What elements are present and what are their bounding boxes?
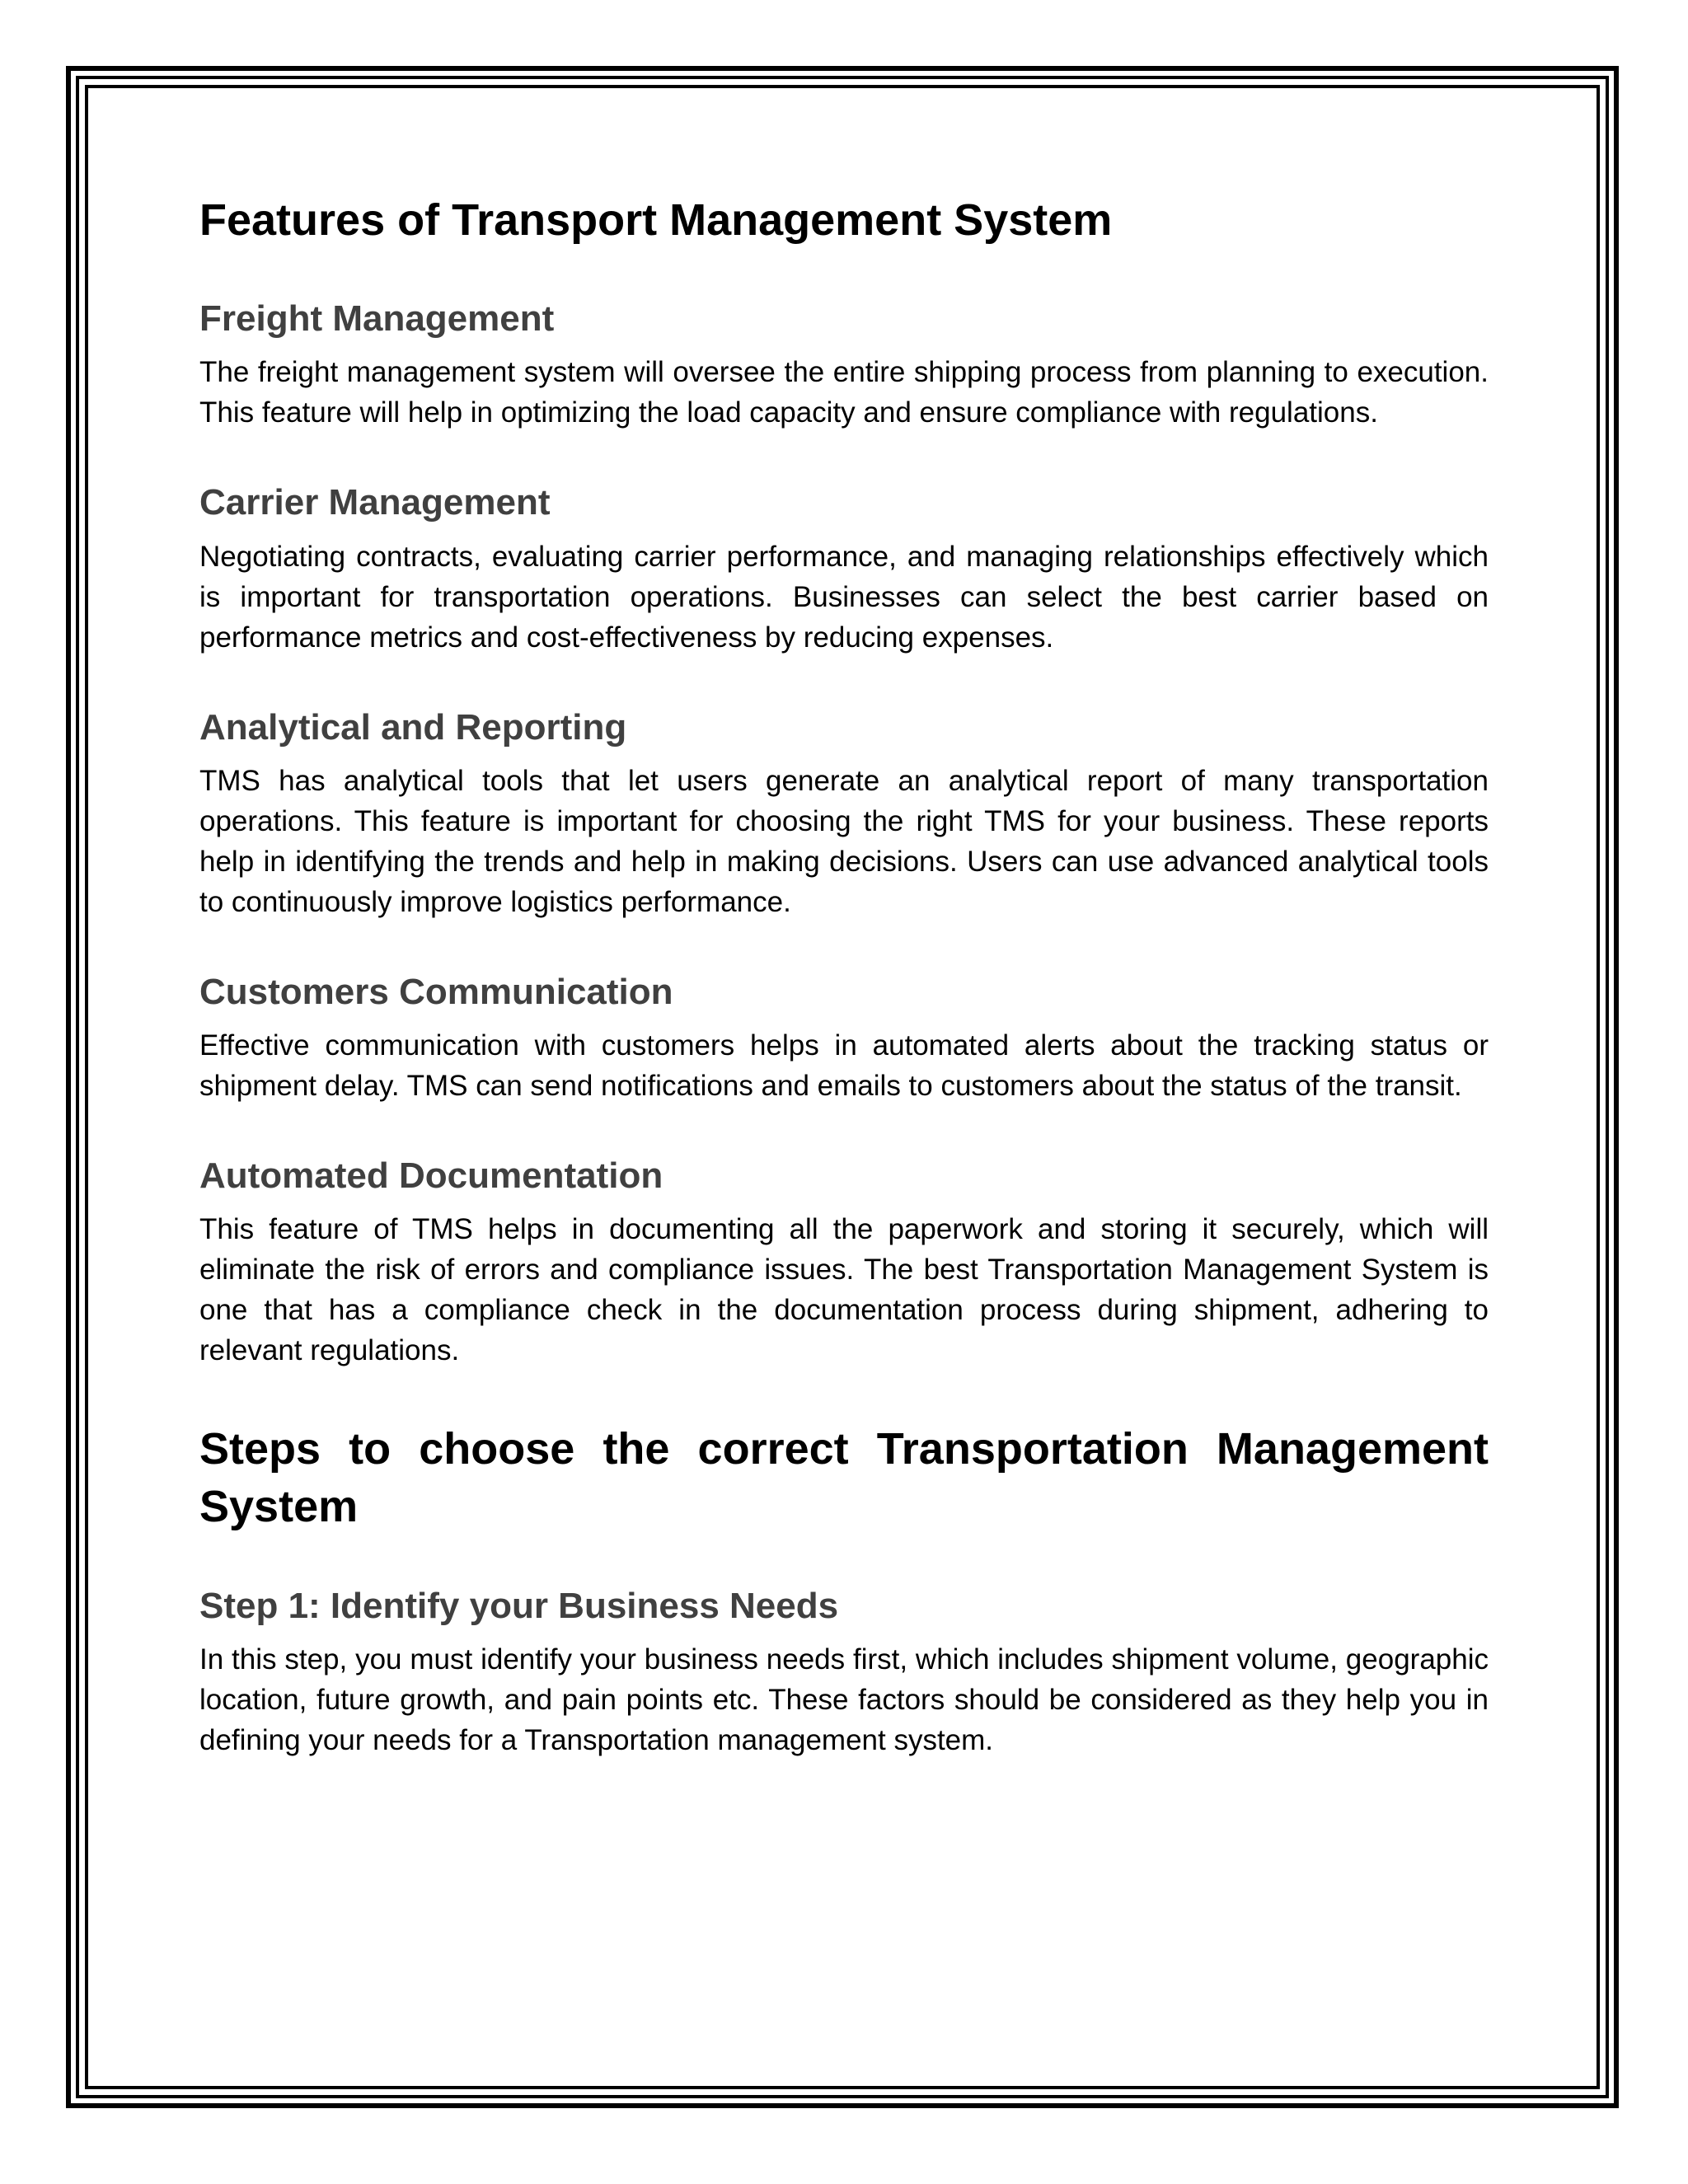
steps-title-line-2: System <box>199 1482 359 1532</box>
main-title: Features of Transport Management System <box>199 195 1113 245</box>
feature-body: Effective communication with customers helps in automated alerts about the tracking status or shipment delay. TMS can send notifications and emails to customers about the status of the transit. <box>199 1029 1489 1102</box>
feature-body: Negotiating contracts, evaluating carrier performance, and managing relationships effectively which is important for transportation operations. Businesses can select the best carrier based on performance metrics and cost-effectiveness by reducing expenses. <box>199 540 1489 654</box>
feature-heading: Customers Communication <box>199 971 673 1012</box>
step-heading: Step 1: Identify your Business Needs <box>199 1585 839 1626</box>
step-identify-business-needs <box>199 1582 1489 1760</box>
feature-body: The freight management system will oversee the entire shipping process from planning to execution. This feature will help in optimizing the load capacity and ensure compliance with regulations. <box>199 356 1489 429</box>
steps-title-line-1: Steps to choose the correct Transportation Management <box>199 1424 1489 1474</box>
feature-automated-documentation <box>199 1152 1489 1371</box>
step-body: In this step, you must identify your business needs first, which includes shipment volume, geographic location, future growth, and pain points etc. These factors should be considered as they help you in defining your needs for a Transportation management system. <box>199 1643 1489 1756</box>
feature-heading: Automated Documentation <box>199 1155 663 1196</box>
feature-heading: Freight Management <box>199 298 555 340</box>
feature-freight-management <box>199 295 1489 433</box>
feature-heading: Carrier Management <box>199 482 551 523</box>
feature-heading: Analytical and Reporting <box>199 706 627 748</box>
steps-title <box>199 1420 1489 1535</box>
feature-analytical-reporting <box>199 704 1489 922</box>
feature-carrier-management <box>199 479 1489 657</box>
feature-body: TMS has analytical tools that let users generate an analytical report of many transportation operations. This feature is important for choosing the right TMS for your business. These reports help in identifying the trends and help in making decisions. Users can use advanced analytical tools to continuously improve logistics performance. <box>199 764 1489 918</box>
feature-customers-communication <box>199 968 1489 1106</box>
feature-body: This feature of TMS helps in documenting all the paperwork and storing it securely, which will eliminate the risk of errors and compliance issues. The best Transportation Management System is one that has a compliance check in the documentation process during shipment, adhering to relevant regulations. <box>199 1213 1489 1367</box>
document-content <box>199 191 1489 1760</box>
